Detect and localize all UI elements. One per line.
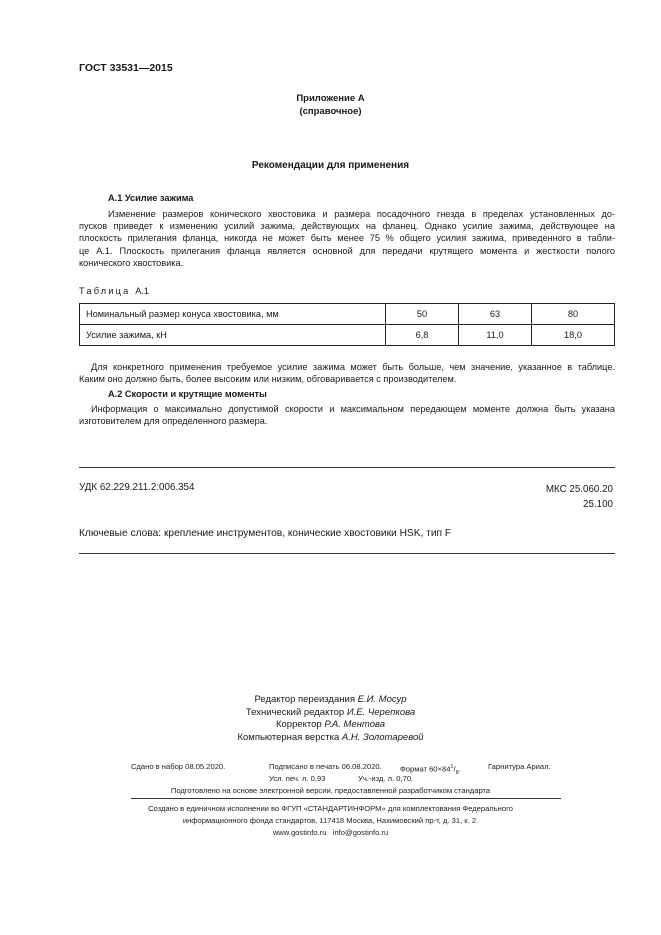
footer-line-2: информационного фонда стандартов, 117418 Москва, Нахимовский пр-т, д. 31, к. 2. <box>182 816 479 825</box>
table-row <box>80 304 615 325</box>
udk-code: УДК 62.229.211.2:006.354 <box>79 482 195 493</box>
text-line: це А.1. Плоскость прилегания фланца является основной для передачи крутящего момента и жесткости полого <box>79 245 615 256</box>
keywords: Ключевые слова: крепление инструментов, конические хвостовики HSK, тип F <box>79 528 452 539</box>
print-signed: Подписано в печать 06.08.2020. <box>269 762 382 771</box>
table-cell-label: Номинальный размер конуса хвостовика, мм <box>80 304 386 325</box>
credit-name: Р.А. Ментова <box>324 719 386 730</box>
footer-email-link[interactable]: info@gostinfo.ru <box>332 828 389 837</box>
format-numerator: 1 <box>450 764 454 770</box>
print-sent: Сдано в набор 08.05.2020. <box>131 762 226 771</box>
a1-heading: А.1 Усилие зажима <box>108 193 194 203</box>
footer-line-1: Создано в единичном исполнении во ФГУП «СТАНДАРТИНФОРМ» для комплектования Федерального <box>148 804 513 813</box>
text-line: конического хвостовика. <box>79 257 184 268</box>
document-code: ГОСТ 33531—2015 <box>79 62 173 74</box>
credit-role: Компьютерная верстка <box>237 731 342 743</box>
credit-name: А.Н. Золотаревой <box>341 731 424 743</box>
appendix-title: Приложение А <box>296 93 365 104</box>
format-denominator: 8 <box>455 770 459 777</box>
text-line: пусков приведет к изменению усилий зажима, действующих на фланец. Однако усилие зажима, действующее на <box>79 221 615 232</box>
a1-paragraph <box>79 208 615 269</box>
table-cell-label: Усилие зажима, кН <box>80 325 386 346</box>
print-pub-sheets: Уч.-изд. л. 0,70. <box>358 774 414 783</box>
credit-proofreader <box>0 719 661 732</box>
text-line: Информация о максимально допустимой скорости и максимальном передающем моменте должна быть указана <box>91 404 615 414</box>
print-format: Формат $60\times 84^1/_8$. <box>400 764 461 777</box>
footer-website-link[interactable]: www.gostinfo.ru <box>272 828 327 837</box>
section-title: Рекомендации для применения <box>251 160 410 171</box>
credit-name: И.Е. Черепкова <box>346 706 416 718</box>
divider-top <box>79 467 615 468</box>
print-sheets: Усл. печ. л. 0,93 <box>269 774 326 783</box>
mks-code <box>536 482 613 512</box>
credits-block <box>0 694 661 744</box>
credit-layout <box>0 732 661 745</box>
credit-name: Е.И. Мосур <box>357 694 407 705</box>
table-caption <box>79 286 149 296</box>
credit-role: Корректор <box>275 719 322 730</box>
table-caption-number: А.1 <box>135 286 149 296</box>
table-cell-value: 6,8 <box>386 325 459 346</box>
table-cell-value: 50 <box>386 304 459 325</box>
print-font: Гарнитура Ариал. <box>488 762 551 771</box>
divider-bottom <box>79 553 615 554</box>
clamping-force-table <box>79 303 615 346</box>
table-cell-value: 11,0 <box>459 325 532 346</box>
mks-line-1: МКС 25.060.20 <box>545 484 613 495</box>
text-line: плоскость прилегания фланца, никогда не может быть менее 75 % общего усилия зажима, приведенного в табли- <box>79 233 615 244</box>
divider-footer <box>131 798 561 799</box>
mks-line-2: 25.100 <box>583 499 613 510</box>
table-cell-value: 80 <box>532 304 615 325</box>
text-line: Изменение размеров конического хвостовика и размера посадочного гнезда в пределах установленных до- <box>108 209 615 219</box>
table-row <box>80 325 615 346</box>
footer-contacts <box>0 827 661 839</box>
format-text: Формат 60×84 <box>400 764 451 774</box>
text-line: Каким оно должно быть, более высоким или низким, обговаривается с производителем. <box>79 374 457 385</box>
credit-role: Технический редактор <box>245 706 345 718</box>
after-table-paragraph <box>79 361 615 385</box>
credit-role: Редактор переиздания <box>254 694 355 705</box>
appendix-subtitle: (справочное) <box>299 106 362 117</box>
table-cell-value: 18,0 <box>532 325 615 346</box>
table-caption-word: Таблица <box>79 286 131 296</box>
credit-tech-editor <box>0 707 661 720</box>
text-line: изготовителем для определенного размера. <box>79 416 268 427</box>
credit-editor <box>0 694 661 707</box>
print-prepared: Подготовлено на основе электронной версии, предоставленной разработчиком стандарта <box>170 786 491 795</box>
a2-paragraph <box>79 403 615 427</box>
a2-heading: А.2 Скорости и крутящие моменты <box>108 389 267 399</box>
table-cell-value: 63 <box>459 304 532 325</box>
text-line: Для конкретного применения требуемое усилие зажима может быть больше, чем значение, указанное в таблице. <box>91 362 615 372</box>
